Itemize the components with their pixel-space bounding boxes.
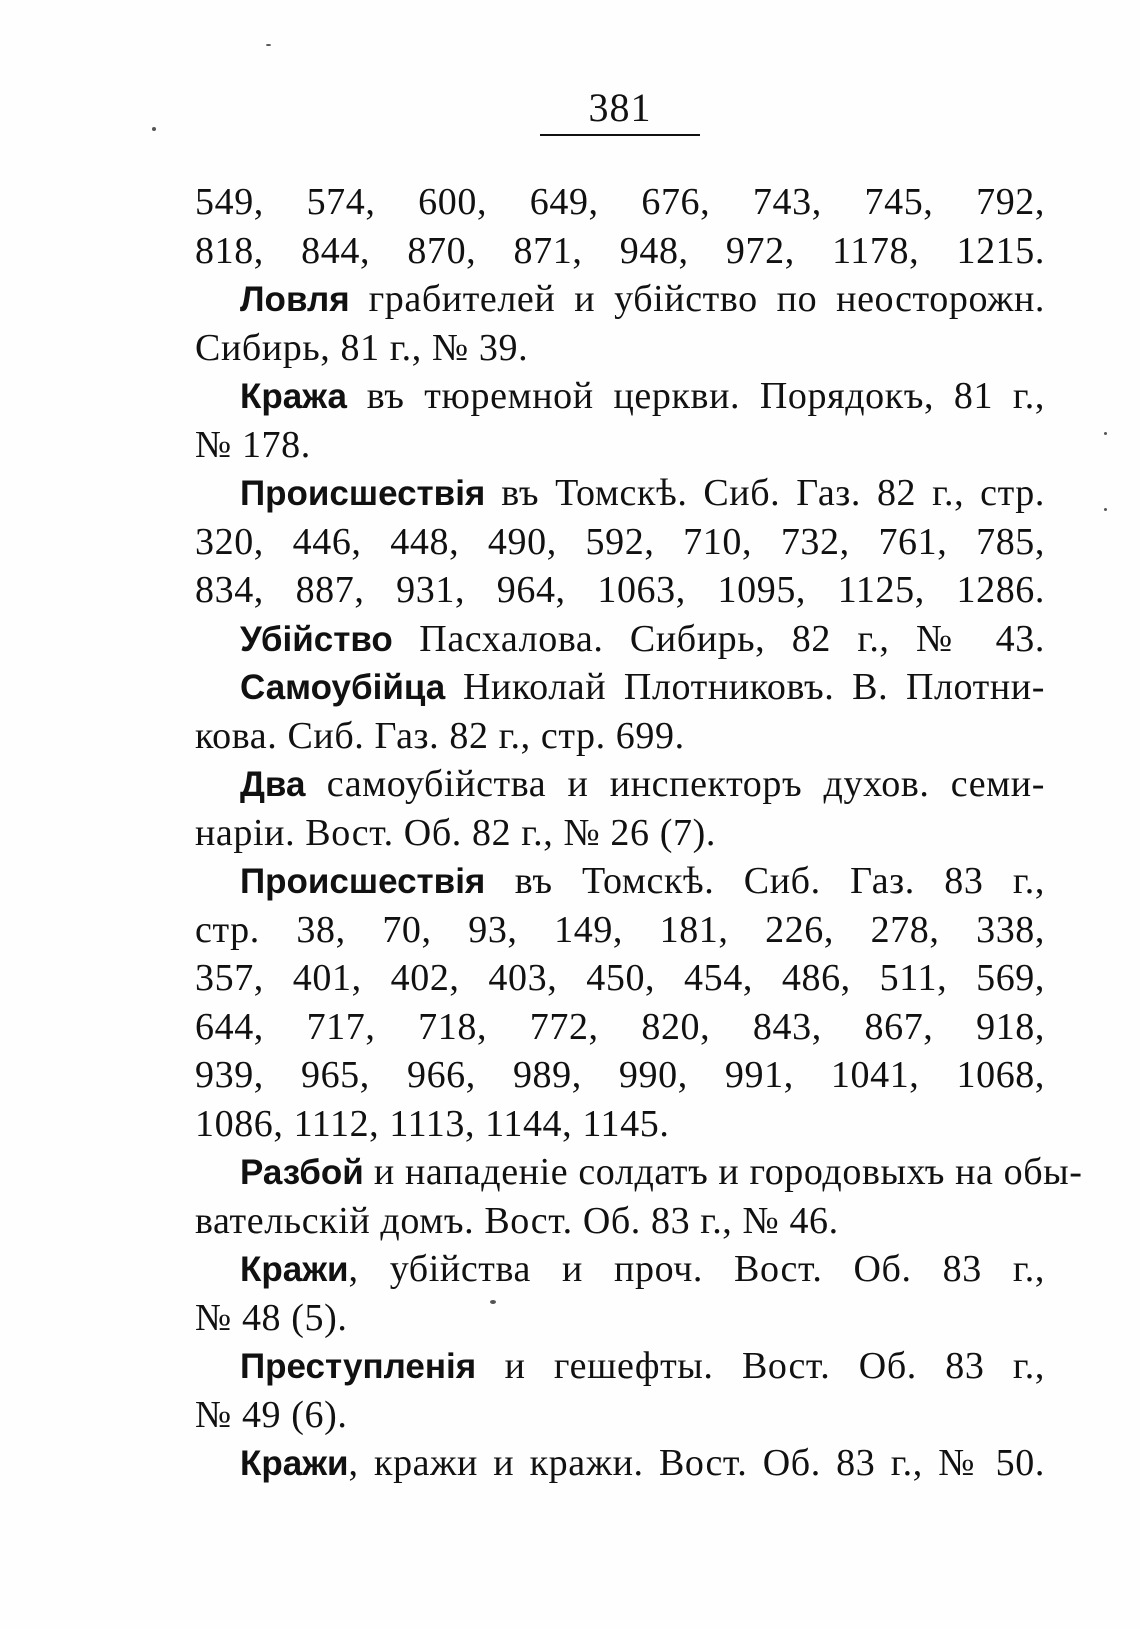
scan-speck	[1104, 432, 1107, 435]
text-line	[195, 1391, 1045, 1440]
entry-text: 818, 844, 870, 871, 948, 972, 1178, 1215.	[195, 229, 1045, 272]
entry-title: Происшествія	[240, 862, 486, 901]
scan-speck	[152, 127, 156, 131]
entry-text: Сибирь, 81 г., № 39.	[195, 326, 529, 369]
text-line	[195, 760, 1045, 809]
entry-text: 549, 574, 600, 649, 676, 743, 745, 792,	[195, 181, 1045, 223]
entry-text: 1086, 1112, 1113, 1144, 1145.	[195, 1102, 670, 1145]
entry-text: и гешефты. Вост. Об. 83 г.,	[476, 1345, 1045, 1387]
entry-text: № 49 (6).	[195, 1393, 348, 1436]
entry-text: и нападеніе солдатъ и городовыхъ на обы-	[363, 1151, 1083, 1193]
text-line	[195, 518, 1045, 567]
entry-text: въ Томскѣ. Сиб. Газ. 82 г., стр.	[485, 472, 1045, 514]
text-line	[195, 906, 1045, 955]
text-line	[195, 809, 1045, 858]
text-line	[195, 1439, 1045, 1488]
text-line	[195, 1100, 1045, 1149]
entry-text: № 178.	[195, 423, 311, 466]
text-line	[195, 1051, 1045, 1100]
entry-text: 320, 446, 448, 490, 592, 710, 732, 761, 785,	[195, 520, 1045, 563]
text-line	[195, 566, 1045, 615]
entry-text: въ Томскѣ. Сиб. Газ. 83 г.,	[485, 860, 1045, 902]
entry-text: , кражи и кражи. Вост. Об. 83 г., № 50.	[348, 1442, 1045, 1484]
entry-title: Кража	[240, 377, 347, 416]
text-line	[195, 372, 1045, 421]
text-line	[195, 954, 1045, 1003]
text-line	[195, 1148, 1083, 1197]
entry-text: № 48 (5).	[195, 1296, 348, 1339]
page-number: 381	[588, 85, 652, 130]
entry-text: самоубійства и инспекторъ духов. семи-	[305, 763, 1045, 805]
entry-text: 357, 401, 402, 403, 450, 454, 486, 511, 569,	[195, 957, 1045, 999]
text-line	[195, 421, 1045, 470]
entry-title: Преступленія	[240, 1347, 477, 1386]
entry-title: Кражи	[240, 1250, 349, 1289]
text-line	[195, 663, 1045, 712]
text-line	[195, 1245, 1045, 1294]
entry-title: Кражи	[240, 1444, 349, 1483]
entry-text: стр. 38, 70, 93, 149, 181, 226, 278, 338,	[195, 908, 1045, 951]
entry-text: кова. Сиб. Газ. 82 г., стр. 699.	[195, 714, 685, 757]
entry-text: Пасхалова. Сибирь, 82 г., № 43.	[392, 617, 1045, 660]
scan-speck	[266, 44, 271, 46]
entry-title: Убійство	[240, 619, 393, 659]
entry-text: наріи. Вост. Об. 82 г., № 26 (7).	[195, 811, 716, 854]
text-line	[195, 1342, 1045, 1391]
scan-speck	[490, 1300, 496, 1304]
text-line	[195, 227, 1045, 276]
text-line	[195, 1197, 1045, 1246]
entry-text: 939, 965, 966, 989, 990, 991, 1041, 1068,	[195, 1054, 1045, 1096]
entry-title: Разбой	[240, 1153, 364, 1192]
text-line	[195, 712, 1045, 761]
scan-speck	[1104, 508, 1107, 511]
text-line	[195, 324, 1045, 373]
entry-text: въ тюремной церкви. Порядокъ, 81 г.,	[346, 375, 1045, 417]
entry-text: 644, 717, 718, 772, 820, 843, 867, 918,	[195, 1005, 1045, 1048]
entry-text: Николай Плотниковъ. В. Плотни-	[445, 666, 1045, 708]
text-line	[195, 275, 1045, 324]
text-line	[195, 178, 1045, 227]
entry-title: Ловля	[240, 280, 350, 319]
text-line	[195, 1294, 1045, 1343]
entry-text: грабителей и убійство по неосторожн.	[349, 278, 1045, 320]
text-line	[195, 857, 1045, 906]
text-line	[195, 1003, 1045, 1052]
page-number-rule	[540, 134, 700, 136]
entry-text: , убійства и проч. Вост. Об. 83 г.,	[348, 1248, 1045, 1290]
entry-title: Два	[240, 765, 306, 804]
bibliography-text	[195, 178, 1083, 1488]
text-line	[195, 615, 1045, 664]
entry-text: 834, 887, 931, 964, 1063, 1095, 1125, 1286.	[195, 569, 1045, 611]
text-line	[195, 469, 1045, 518]
entry-text: вательскій домъ. Вост. Об. 83 г., № 46.	[195, 1199, 839, 1242]
entry-title: Самоубійца	[240, 668, 446, 707]
entry-title: Происшествія	[240, 474, 486, 513]
